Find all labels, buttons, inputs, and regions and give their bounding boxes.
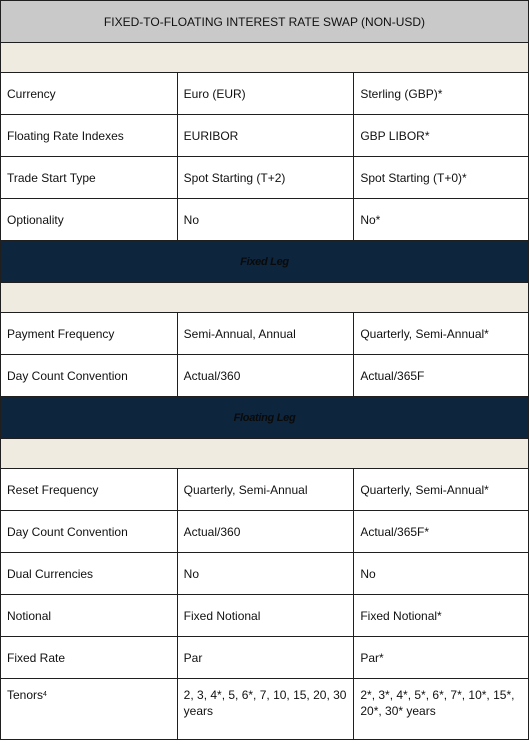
gbp-value: Actual/365F (354, 355, 529, 396)
table-row (1, 469, 529, 511)
table-row (1, 511, 529, 553)
table-row (1, 115, 529, 157)
eur-value: No (178, 553, 355, 594)
row-label: Notional (1, 595, 178, 636)
row-label: Optionality (1, 199, 178, 240)
spacer-cell (1, 283, 529, 312)
gbp-value: Par* (354, 637, 529, 678)
fixed-leg-header-row (1, 241, 529, 283)
floating-leg-header-row (1, 397, 529, 439)
eur-value: Fixed Notional (178, 595, 355, 636)
table-title-row (1, 1, 529, 43)
spacer-cell (1, 439, 529, 468)
eur-value: Semi-Annual, Annual (178, 313, 355, 354)
eur-value: Actual/360 (178, 355, 355, 396)
row-label: Day Count Convention (1, 355, 178, 396)
eur-value: 2, 3, 4*, 5, 6*, 7, 10, 15, 20, 30 years (178, 679, 355, 739)
table-row (1, 355, 529, 397)
gbp-value: Fixed Notional* (354, 595, 529, 636)
gbp-value: GBP LIBOR* (354, 115, 529, 156)
table-row (1, 157, 529, 199)
spacer-row (1, 439, 529, 469)
row-label: Floating Rate Indexes (1, 115, 178, 156)
spacer-row (1, 283, 529, 313)
row-label: Dual Currencies (1, 553, 178, 594)
table-row (1, 199, 529, 241)
table-row (1, 595, 529, 637)
gbp-value: No* (354, 199, 529, 240)
floating-leg-heading: Floating Leg (1, 397, 529, 438)
row-label: Currency (1, 73, 178, 114)
row-label: Trade Start Type (1, 157, 178, 198)
footnote-marker: 4 (43, 691, 47, 698)
gbp-value: No (354, 553, 529, 594)
gbp-value: Quarterly, Semi-Annual* (354, 469, 529, 510)
table-row (1, 637, 529, 679)
table-row (1, 313, 529, 355)
eur-value: Actual/360 (178, 511, 355, 552)
fixed-leg-heading: Fixed Leg (1, 241, 529, 282)
table-title: FIXED-TO-FLOATING INTEREST RATE SWAP (NON-USD) (1, 1, 529, 42)
spacer-cell (1, 43, 529, 72)
eur-value: EURIBOR (178, 115, 355, 156)
table-row-tenors (1, 679, 529, 740)
spacer-row (1, 43, 529, 73)
row-label: Payment Frequency (1, 313, 178, 354)
eur-value: Par (178, 637, 355, 678)
eur-value: Euro (EUR) (178, 73, 355, 114)
eur-value: Quarterly, Semi-Annual (178, 469, 355, 510)
eur-value: Spot Starting (T+2) (178, 157, 355, 198)
gbp-value: Spot Starting (T+0)* (354, 157, 529, 198)
gbp-value: 2*, 3*, 4*, 5*, 6*, 7*, 10*, 15*, 20*, 30* years (354, 679, 529, 739)
table-row (1, 73, 529, 115)
table-row (1, 553, 529, 595)
row-label: Reset Frequency (1, 469, 178, 510)
eur-value: No (178, 199, 355, 240)
row-label: Day Count Convention (1, 511, 178, 552)
row-label: Fixed Rate (1, 637, 178, 678)
gbp-value: Quarterly, Semi-Annual* (354, 313, 529, 354)
tenors-label: Tenors (7, 688, 44, 702)
gbp-value: Sterling (GBP)* (354, 73, 529, 114)
row-label (1, 679, 178, 739)
gbp-value: Actual/365F* (354, 511, 529, 552)
